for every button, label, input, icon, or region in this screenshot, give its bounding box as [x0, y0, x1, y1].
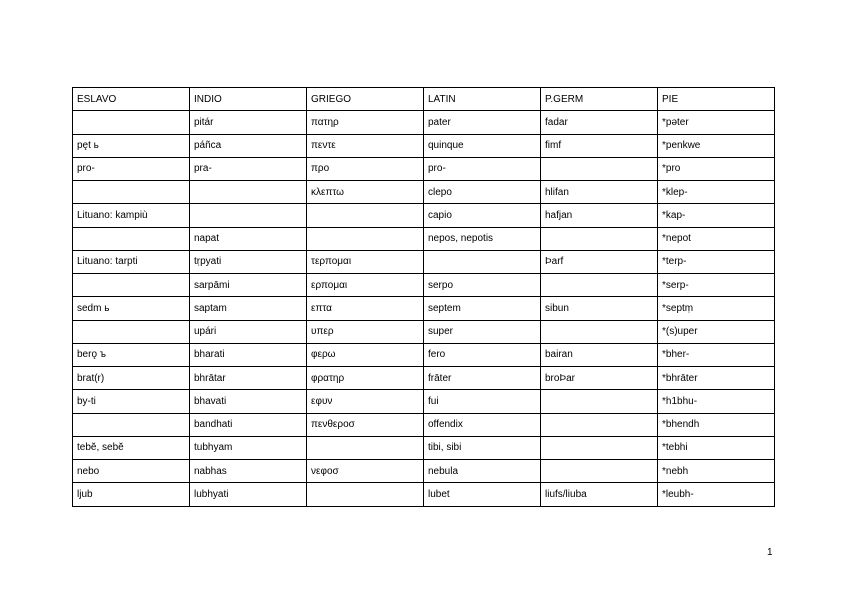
table-cell: sibun: [541, 297, 658, 320]
header-pgerm: P.GERM: [541, 88, 658, 111]
table-cell: πενθεροσ: [307, 413, 424, 436]
header-latin: LATIN: [424, 88, 541, 111]
table-cell: serpo: [424, 274, 541, 297]
table-cell: [307, 436, 424, 459]
table-row: [73, 436, 775, 459]
table-cell: pro-: [424, 157, 541, 180]
table-cell: ljub: [73, 483, 190, 506]
table-cell: quinque: [424, 134, 541, 157]
table-cell: saptam: [190, 297, 307, 320]
table-body: [73, 111, 775, 506]
header-pie: PIE: [658, 88, 775, 111]
table-row: [73, 460, 775, 483]
table-cell: Lituano: kampiù: [73, 204, 190, 227]
table-row: [73, 274, 775, 297]
table-cell: *h1bhu-: [658, 390, 775, 413]
table-cell: [73, 227, 190, 250]
table-cell: φρατηρ: [307, 367, 424, 390]
table-row: [73, 413, 775, 436]
table-cell: [190, 181, 307, 204]
table-cell: [541, 413, 658, 436]
table-cell: sarpāmi: [190, 274, 307, 297]
table-cell: tubhyam: [190, 436, 307, 459]
table-cell: capio: [424, 204, 541, 227]
table-cell: προ: [307, 157, 424, 180]
table-cell: pro-: [73, 157, 190, 180]
table-cell: [541, 274, 658, 297]
table-cell: fadar: [541, 111, 658, 134]
table-cell: *serp-: [658, 274, 775, 297]
table-cell: offendix: [424, 413, 541, 436]
table-cell: pater: [424, 111, 541, 134]
table-row: [73, 483, 775, 506]
table-cell: fimf: [541, 134, 658, 157]
table-cell: fui: [424, 390, 541, 413]
table-cell: sedm ь: [73, 297, 190, 320]
table-cell: [541, 390, 658, 413]
table-cell: tibi, sibi: [424, 436, 541, 459]
table-row: [73, 250, 775, 273]
table-row: [73, 111, 775, 134]
table-row: [73, 390, 775, 413]
table-row: [73, 343, 775, 366]
table-cell: by-ti: [73, 390, 190, 413]
table-cell: ερπομαι: [307, 274, 424, 297]
table-cell: pitár: [190, 111, 307, 134]
table-cell: πατηρ: [307, 111, 424, 134]
table-cell: πεντε: [307, 134, 424, 157]
table-cell: εφυν: [307, 390, 424, 413]
table-cell: nabhas: [190, 460, 307, 483]
table-cell: fero: [424, 343, 541, 366]
table-cell: frāter: [424, 367, 541, 390]
table-cell: nebula: [424, 460, 541, 483]
table-cell: hlifan: [541, 181, 658, 204]
table-row: [73, 297, 775, 320]
table-cell: *leubh-: [658, 483, 775, 506]
table-cell: *pəter: [658, 111, 775, 134]
table-cell: hafjan: [541, 204, 658, 227]
table-cell: [73, 413, 190, 436]
table-cell: [541, 157, 658, 180]
table-cell: *bhrāter: [658, 367, 775, 390]
table-cell: super: [424, 320, 541, 343]
table-cell: páñca: [190, 134, 307, 157]
table-cell: τερπομαι: [307, 250, 424, 273]
table-cell: [73, 320, 190, 343]
table-cell: liufs/liuba: [541, 483, 658, 506]
table-cell: [307, 227, 424, 250]
table-row: [73, 227, 775, 250]
table-cell: [424, 250, 541, 273]
table-cell: Þarf: [541, 250, 658, 273]
table-cell: tebĕ, sebĕ: [73, 436, 190, 459]
table-cell: tṛpyati: [190, 250, 307, 273]
table-cell: bairan: [541, 343, 658, 366]
table-cell: φερω: [307, 343, 424, 366]
table-row: [73, 157, 775, 180]
table-cell: napat: [190, 227, 307, 250]
table-row: [73, 204, 775, 227]
table-cell: *pro: [658, 157, 775, 180]
page-number: 1: [767, 547, 773, 558]
table-cell: brat(r): [73, 367, 190, 390]
table-cell: berǫ ъ: [73, 343, 190, 366]
table-cell: septem: [424, 297, 541, 320]
header-griego: GRIEGO: [307, 88, 424, 111]
table-cell: lubhyati: [190, 483, 307, 506]
table-cell: bharati: [190, 343, 307, 366]
etymology-table: [72, 87, 775, 507]
table-cell: υπερ: [307, 320, 424, 343]
table-cell: [541, 227, 658, 250]
table-cell: Lituano: tarpti: [73, 250, 190, 273]
table-cell: bhrātar: [190, 367, 307, 390]
table-row: [73, 320, 775, 343]
table-cell: *kap-: [658, 204, 775, 227]
table-cell: [190, 204, 307, 227]
table-cell: [307, 483, 424, 506]
table-cell: [73, 111, 190, 134]
table-cell: *terp-: [658, 250, 775, 273]
table-cell: nepos, nepotis: [424, 227, 541, 250]
table-cell: pęt ь: [73, 134, 190, 157]
table-cell: upári: [190, 320, 307, 343]
table-cell: [73, 274, 190, 297]
table-cell: νεφοσ: [307, 460, 424, 483]
table-cell: clepo: [424, 181, 541, 204]
table-cell: nebo: [73, 460, 190, 483]
table-cell: *klep-: [658, 181, 775, 204]
table-cell: [541, 460, 658, 483]
table-cell: [541, 320, 658, 343]
table-cell: *tebhi: [658, 436, 775, 459]
table-cell: *nepot: [658, 227, 775, 250]
header-indio: INDIO: [190, 88, 307, 111]
table-cell: bandhati: [190, 413, 307, 436]
table-row: [73, 367, 775, 390]
table-cell: *bhendh: [658, 413, 775, 436]
header-eslavo: ESLAVO: [73, 88, 190, 111]
table-row: [73, 134, 775, 157]
table-cell: επτα: [307, 297, 424, 320]
table-cell: pra-: [190, 157, 307, 180]
table-cell: *(s)uper: [658, 320, 775, 343]
table-cell: lubet: [424, 483, 541, 506]
table-header-row: [73, 88, 775, 111]
table-cell: [307, 204, 424, 227]
table-cell: *septṃ: [658, 297, 775, 320]
table-cell: broÞar: [541, 367, 658, 390]
table-row: [73, 181, 775, 204]
table-cell: [73, 181, 190, 204]
table-cell: *penkwe: [658, 134, 775, 157]
table-cell: [541, 436, 658, 459]
table-cell: bhavati: [190, 390, 307, 413]
table-cell: *nebh: [658, 460, 775, 483]
table-cell: κλεπτω: [307, 181, 424, 204]
table-cell: *bher-: [658, 343, 775, 366]
